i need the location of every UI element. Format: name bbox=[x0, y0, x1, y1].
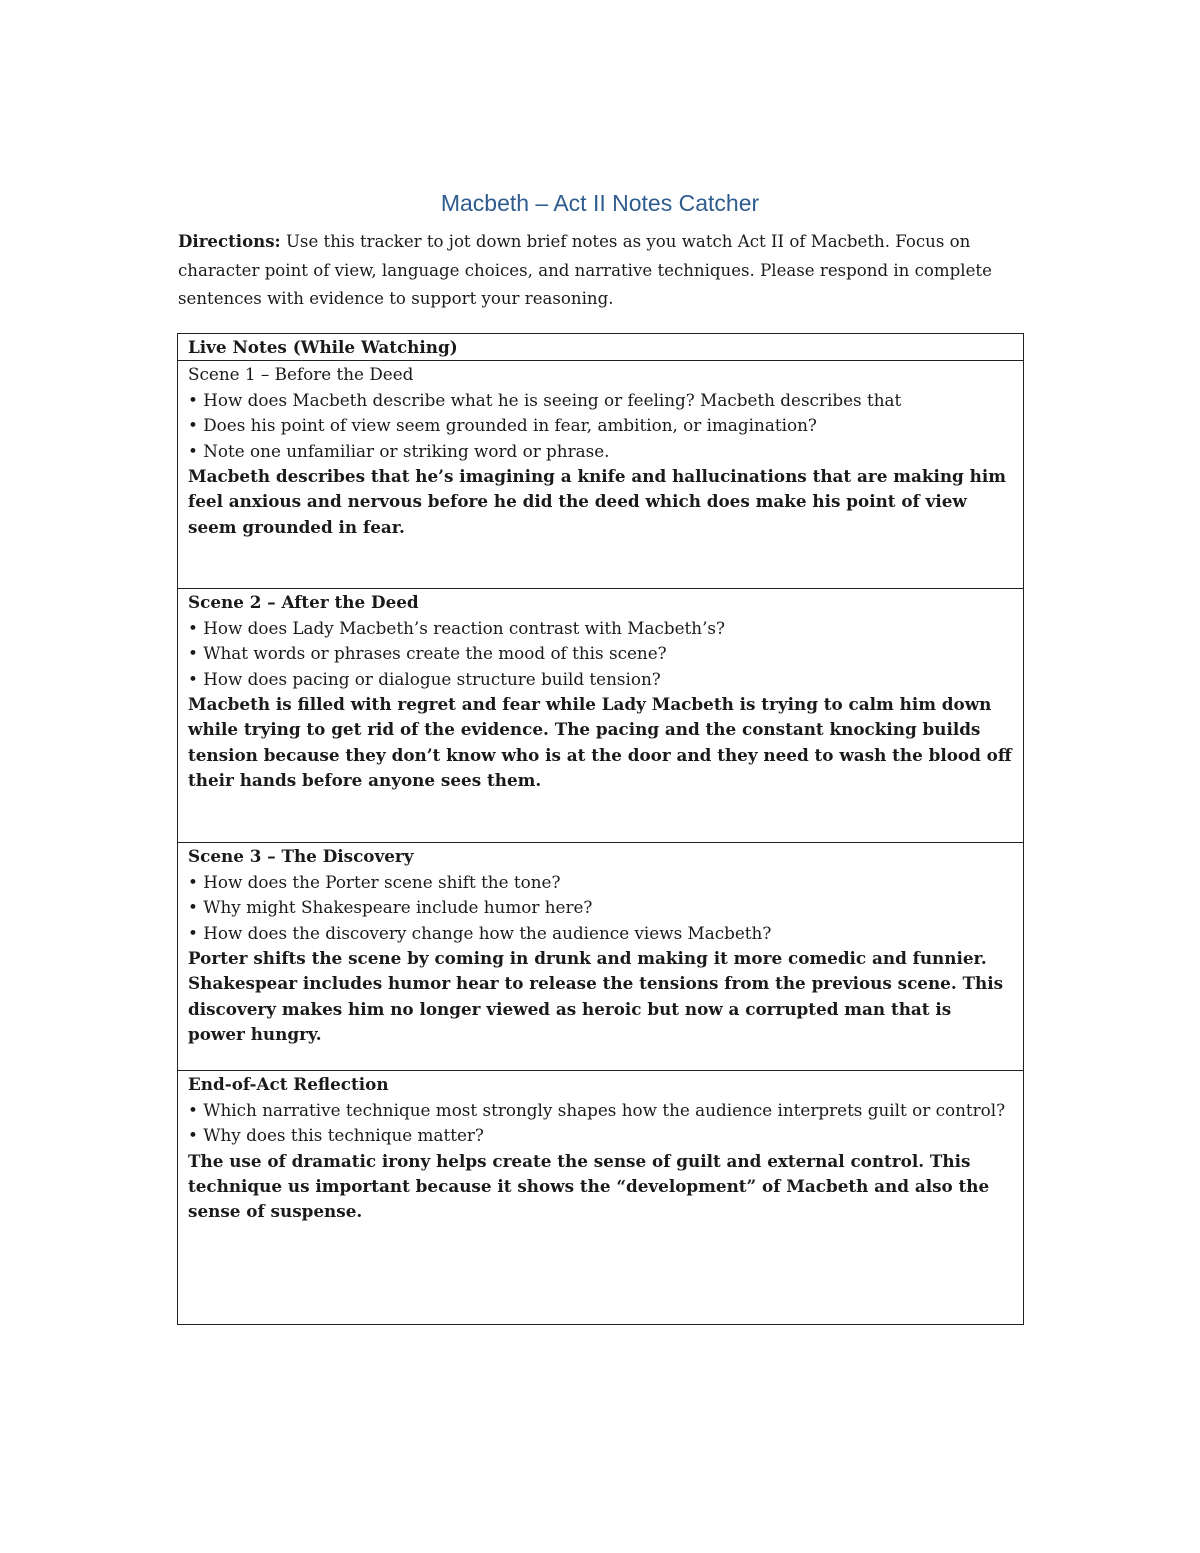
reflection-prompt-2: • Why does this technique matter? bbox=[188, 1125, 484, 1146]
directions-label: Directions: bbox=[178, 231, 281, 251]
reflection-prompt-1: • Which narrative technique most strongly shapes how the audience interprets guilt or control? bbox=[188, 1099, 1006, 1120]
document-title: Macbeth – Act II Notes Catcher bbox=[440, 190, 760, 216]
scene-3-prompt-2: • Why might Shakespeare include humor here? bbox=[188, 897, 593, 918]
reflection-row bbox=[178, 1071, 1024, 1325]
scene-2-cell[interactable] bbox=[178, 589, 1024, 843]
scene-1-row bbox=[178, 361, 1024, 589]
scene-2-heading: Scene 2 – After the Deed bbox=[188, 592, 419, 613]
reflection-cell[interactable] bbox=[178, 1071, 1024, 1325]
scene-1-prompt-1: • How does Macbeth describe what he is seeing or feeling? Macbeth describes that bbox=[188, 389, 902, 410]
scene-1-answer: Macbeth describes that he’s imagining a knife and hallucinations that are making him feel anxious and nervous before he did the deed which does make his point of view seem grounded in fear. bbox=[188, 466, 1006, 537]
scene-2-answer: Macbeth is filled with regret and fear while Lady Macbeth is trying to calm him down while trying to get rid of the evidence. The pacing and the constant knocking builds tension because they don’t know who is at the door and they need to wash the blood off their hands before anyone sees them. bbox=[188, 694, 1012, 791]
scene-3-heading: Scene 3 – The Discovery bbox=[188, 846, 414, 867]
scene-1-cell[interactable] bbox=[178, 361, 1024, 589]
scene-1-prompt-2: • Does his point of view seem grounded in fear, ambition, or imagination? bbox=[188, 415, 817, 436]
scene-2-row bbox=[178, 589, 1024, 843]
table-header-row bbox=[178, 334, 1024, 361]
scene-3-row bbox=[178, 843, 1024, 1071]
table-header-cell: Live Notes (While Watching) bbox=[178, 334, 1024, 361]
scene-3-prompt-1: • How does the Porter scene shift the tone? bbox=[188, 871, 561, 892]
scene-3-cell[interactable] bbox=[178, 843, 1024, 1071]
scene-1-heading: Scene 1 – Before the Deed bbox=[188, 364, 414, 385]
scene-3-prompt-3: • How does the discovery change how the audience views Macbeth? bbox=[188, 922, 772, 943]
directions-text: Use this tracker to jot down brief notes as you watch Act II of Macbeth. Focus on character point of view, language choices, and narrative techniques. Please respond in complete sentences with evidence to support your reasoning. bbox=[178, 232, 992, 308]
notes-table bbox=[177, 333, 1024, 1325]
scene-3-answer: Porter shifts the scene by coming in drunk and making it more comedic and funnier. Shakespear includes humor hear to release the tensions from the previous scene. This discovery makes him no longer viewed as heroic but now a corrupted man that is power hungry. bbox=[188, 948, 1004, 1045]
reflection-heading: End-of-Act Reflection bbox=[188, 1074, 389, 1095]
scene-2-prompt-3: • How does pacing or dialogue structure build tension? bbox=[188, 668, 661, 689]
scene-2-prompt-1: • How does Lady Macbeth’s reaction contrast with Macbeth’s? bbox=[188, 617, 726, 638]
scene-2-prompt-2: • What words or phrases create the mood of this scene? bbox=[188, 643, 667, 664]
reflection-answer: The use of dramatic irony helps create the sense of guilt and external control. This technique us important because it shows the “development” of Macbeth and also the sense of suspense. bbox=[188, 1150, 990, 1222]
directions-paragraph bbox=[178, 227, 1018, 314]
scene-1-prompt-3: • Note one unfamiliar or striking word or phrase. bbox=[188, 440, 610, 461]
